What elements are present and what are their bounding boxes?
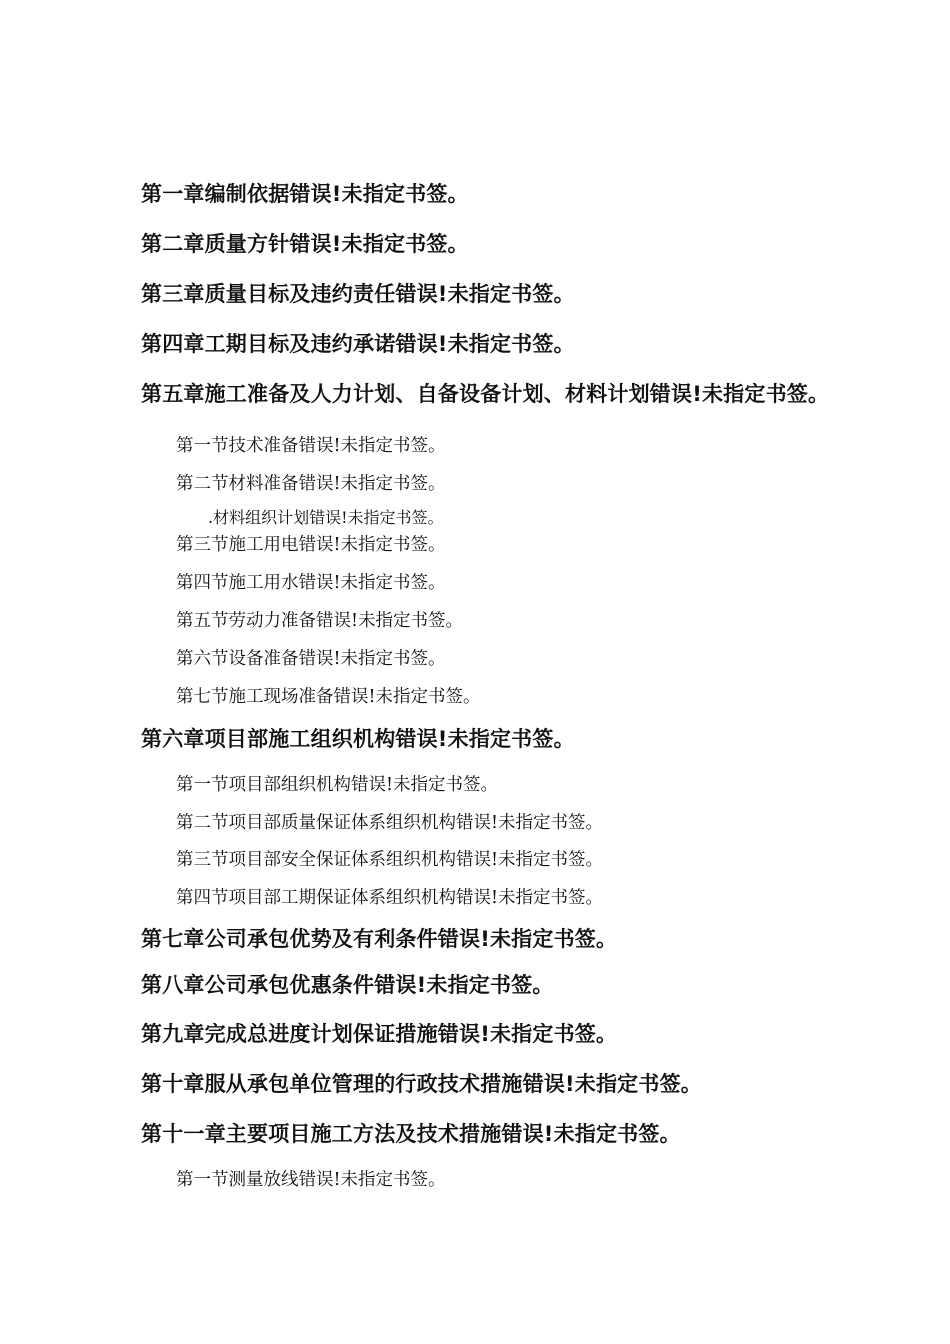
toc-chapter-9[interactable]: 第九章完成总进度计划保证措施错误!未指定书签。 <box>141 1022 618 1046</box>
toc-subsection-5-2-1[interactable]: .材料组织计划错误!未指定书签。 <box>208 508 444 527</box>
toc-chapter-10[interactable]: 第十章服从承包单位管理的行政技术措施错误!未指定书签。 <box>141 1072 702 1096</box>
toc-section-5-5[interactable]: 第五节劳动力准备错误!未指定书签。 <box>176 611 464 631</box>
toc-section-6-2[interactable]: 第二节项目部质量保证体系组织机构错误!未指定书签。 <box>176 813 604 833</box>
toc-chapter-8[interactable]: 第八章公司承包优惠条件错误!未指定书签。 <box>141 973 554 997</box>
toc-section-5-4[interactable]: 第四节施工用水错误!未指定书签。 <box>176 573 446 593</box>
toc-section-5-7[interactable]: 第七节施工现场准备错误!未指定书签。 <box>176 687 481 707</box>
toc-section-6-4[interactable]: 第四节项目部工期保证体系组织机构错误!未指定书签。 <box>176 888 604 908</box>
toc-chapter-2[interactable]: 第二章质量方针错误!未指定书签。 <box>141 232 469 256</box>
toc-section-6-1[interactable]: 第一节项目部组织机构错误!未指定书签。 <box>176 775 499 795</box>
toc-chapter-1[interactable]: 第一章编制依据错误!未指定书签。 <box>141 182 469 206</box>
toc-chapter-6[interactable]: 第六章项目部施工组织机构错误!未指定书签。 <box>141 727 575 751</box>
toc-section-5-6[interactable]: 第六节设备准备错误!未指定书签。 <box>176 649 446 669</box>
toc-section-6-3[interactable]: 第三节项目部安全保证体系组织机构错误!未指定书签。 <box>176 850 604 870</box>
toc-chapter-3[interactable]: 第三章质量目标及违约责任错误!未指定书签。 <box>141 282 575 306</box>
toc-section-11-1[interactable]: 第一节测量放线错误!未指定书签。 <box>176 1170 446 1190</box>
toc-chapter-4[interactable]: 第四章工期目标及违约承诺错误!未指定书签。 <box>141 332 575 356</box>
toc-section-5-3[interactable]: 第三节施工用电错误!未指定书签。 <box>176 535 446 555</box>
toc-chapter-7[interactable]: 第七章公司承包优势及有利条件错误!未指定书签。 <box>141 927 618 951</box>
toc-section-5-1[interactable]: 第一节技术准备错误!未指定书签。 <box>176 436 446 456</box>
toc-chapter-11[interactable]: 第十一章主要项目施工方法及技术措施错误!未指定书签。 <box>141 1122 681 1146</box>
toc-section-5-2[interactable]: 第二节材料准备错误!未指定书签。 <box>176 474 446 494</box>
toc-chapter-5[interactable]: 第五章施工准备及人力计划、自备设备计划、材料计划错误!未指定书签。 <box>141 382 830 406</box>
